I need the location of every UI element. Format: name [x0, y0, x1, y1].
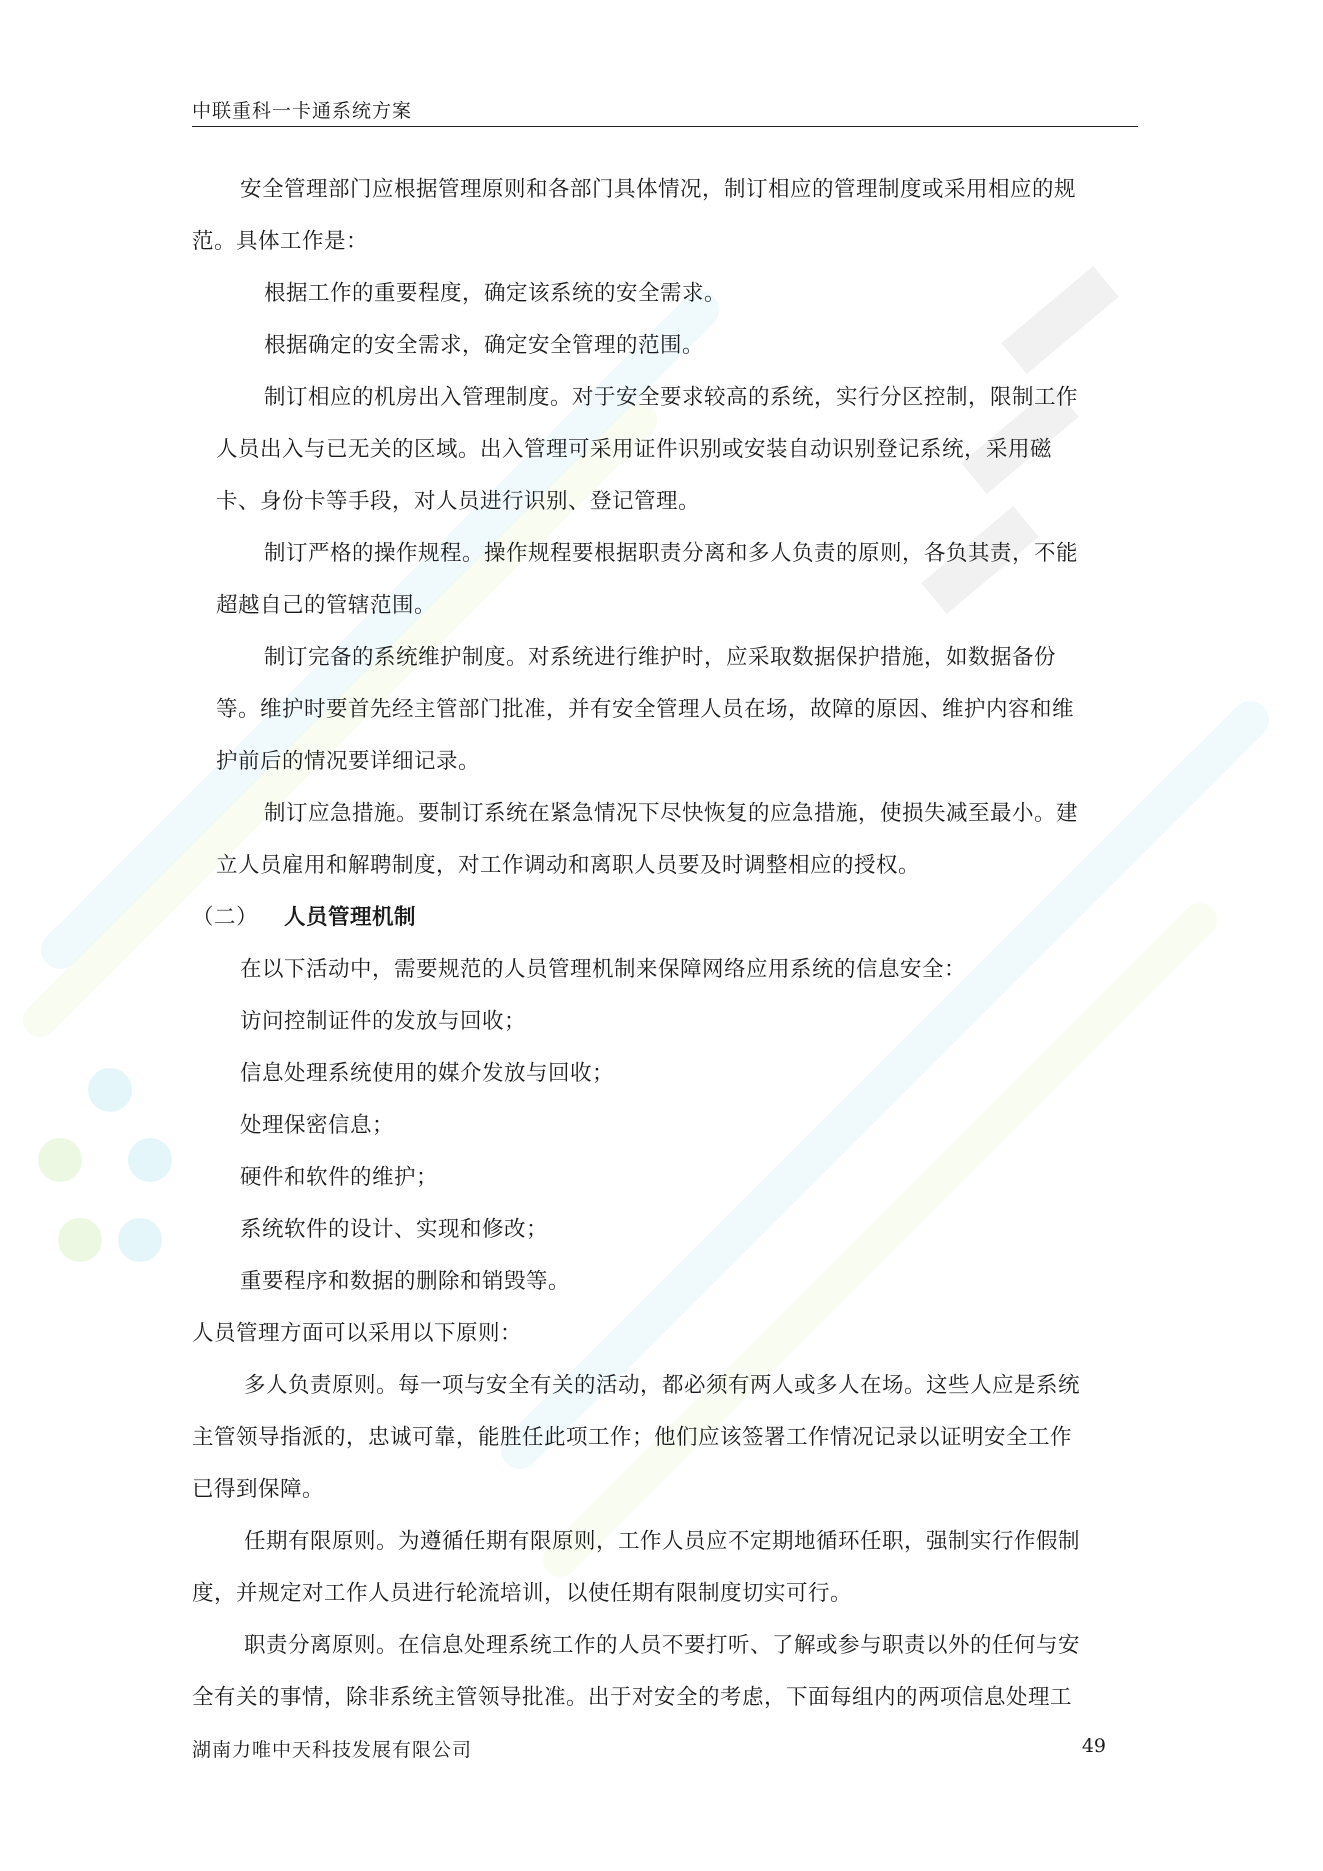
footer-company: 湖南力唯中天科技发展有限公司 — [192, 1739, 473, 1761]
paragraph-line: 职责分离原则。在信息处理系统工作的人员不要打听、了解或参与职责以外的任何与安 — [244, 1633, 1081, 1658]
paragraph-line: 立人员雇用和解聘制度，对工作调动和离职人员要及时调整相应的授权。 — [216, 853, 921, 878]
list-item: 重要程序和数据的删除和销毁等。 — [240, 1269, 571, 1294]
list-item: 处理保密信息； — [240, 1113, 395, 1138]
paragraph-line: 根据工作的重要程度，确定该系统的安全需求。 — [264, 281, 727, 306]
paragraph-line: 超越自己的管辖范围。 — [216, 593, 437, 618]
list-item: 访问控制证件的发放与回收； — [240, 1009, 527, 1034]
paragraph-line: 在以下活动中，需要规范的人员管理机制来保障网络应用系统的信息安全： — [240, 957, 967, 982]
paragraph-line: 制订应急措施。要制订系统在紧急情况下尽快恢复的应急措施，使损失减至最小。建 — [264, 801, 1079, 826]
paragraph-line: 主管领导指派的，忠诚可靠，能胜任此项工作；他们应该签署工作情况记录以证明安全工作 — [192, 1425, 1073, 1450]
paragraph-line: 人员出入与已无关的区域。出入管理可采用证件识别或安装自动识别登记系统，采用磁 — [216, 437, 1053, 462]
section-number: （二） — [192, 905, 259, 930]
paragraph-line: 制订完备的系统维护制度。对系统进行维护时，应采取数据保护措施，如数据备份 — [264, 645, 1057, 670]
paragraph-line: 制订严格的操作规程。操作规程要根据职责分离和多人负责的原则，各负其责，不能 — [264, 541, 1079, 566]
paragraph-line: 等。维护时要首先经主管部门批准，并有安全管理人员在场，故障的原因、维护内容和维 — [216, 697, 1075, 722]
paragraph-line: 度，并规定对工作人员进行轮流培训，以使任期有限制度切实可行。 — [192, 1581, 853, 1606]
list-item: 信息处理系统使用的媒介发放与回收； — [240, 1061, 615, 1086]
paragraph-line: 范。具体工作是： — [192, 229, 369, 254]
list-item: 硬件和软件的维护； — [240, 1165, 439, 1190]
paragraph-line: 制订相应的机房出入管理制度。对于安全要求较高的系统，实行分区控制，限制工作 — [264, 385, 1079, 410]
watermark-flower-icon — [38, 1068, 172, 1262]
section-heading — [192, 900, 416, 931]
page-number: 49 — [1081, 1735, 1106, 1757]
paragraph-line: 任期有限原则。为遵循任期有限原则，工作人员应不定期地循环任职，强制实行作假制 — [244, 1529, 1081, 1554]
paragraph-line: 人员管理方面可以采用以下原则： — [192, 1321, 523, 1346]
page-header — [192, 96, 1138, 127]
list-item: 系统软件的设计、实现和修改； — [240, 1217, 549, 1242]
section-title: 人员管理机制 — [284, 905, 417, 930]
paragraph-line: 卡、身份卡等手段，对人员进行识别、登记管理。 — [216, 489, 701, 514]
paragraph-line: 安全管理部门应根据管理原则和各部门具体情况，制订相应的管理制度或采用相应的规 — [240, 177, 1077, 202]
paragraph-line: 多人负责原则。每一项与安全有关的活动，都必须有两人或多人在场。这些人应是系统 — [244, 1373, 1081, 1398]
page-footer — [192, 1735, 1138, 1765]
header-title: 中联重科一卡通系统方案 — [192, 100, 413, 122]
paragraph-line: 已得到保障。 — [192, 1477, 325, 1502]
paragraph-line: 全有关的事情，除非系统主管领导批准。出于对安全的考虑，下面每组内的两项信息处理工 — [192, 1685, 1073, 1710]
paragraph-line: 根据确定的安全需求，确定安全管理的范围。 — [264, 333, 705, 358]
paragraph-line: 护前后的情况要详细记录。 — [216, 749, 481, 774]
